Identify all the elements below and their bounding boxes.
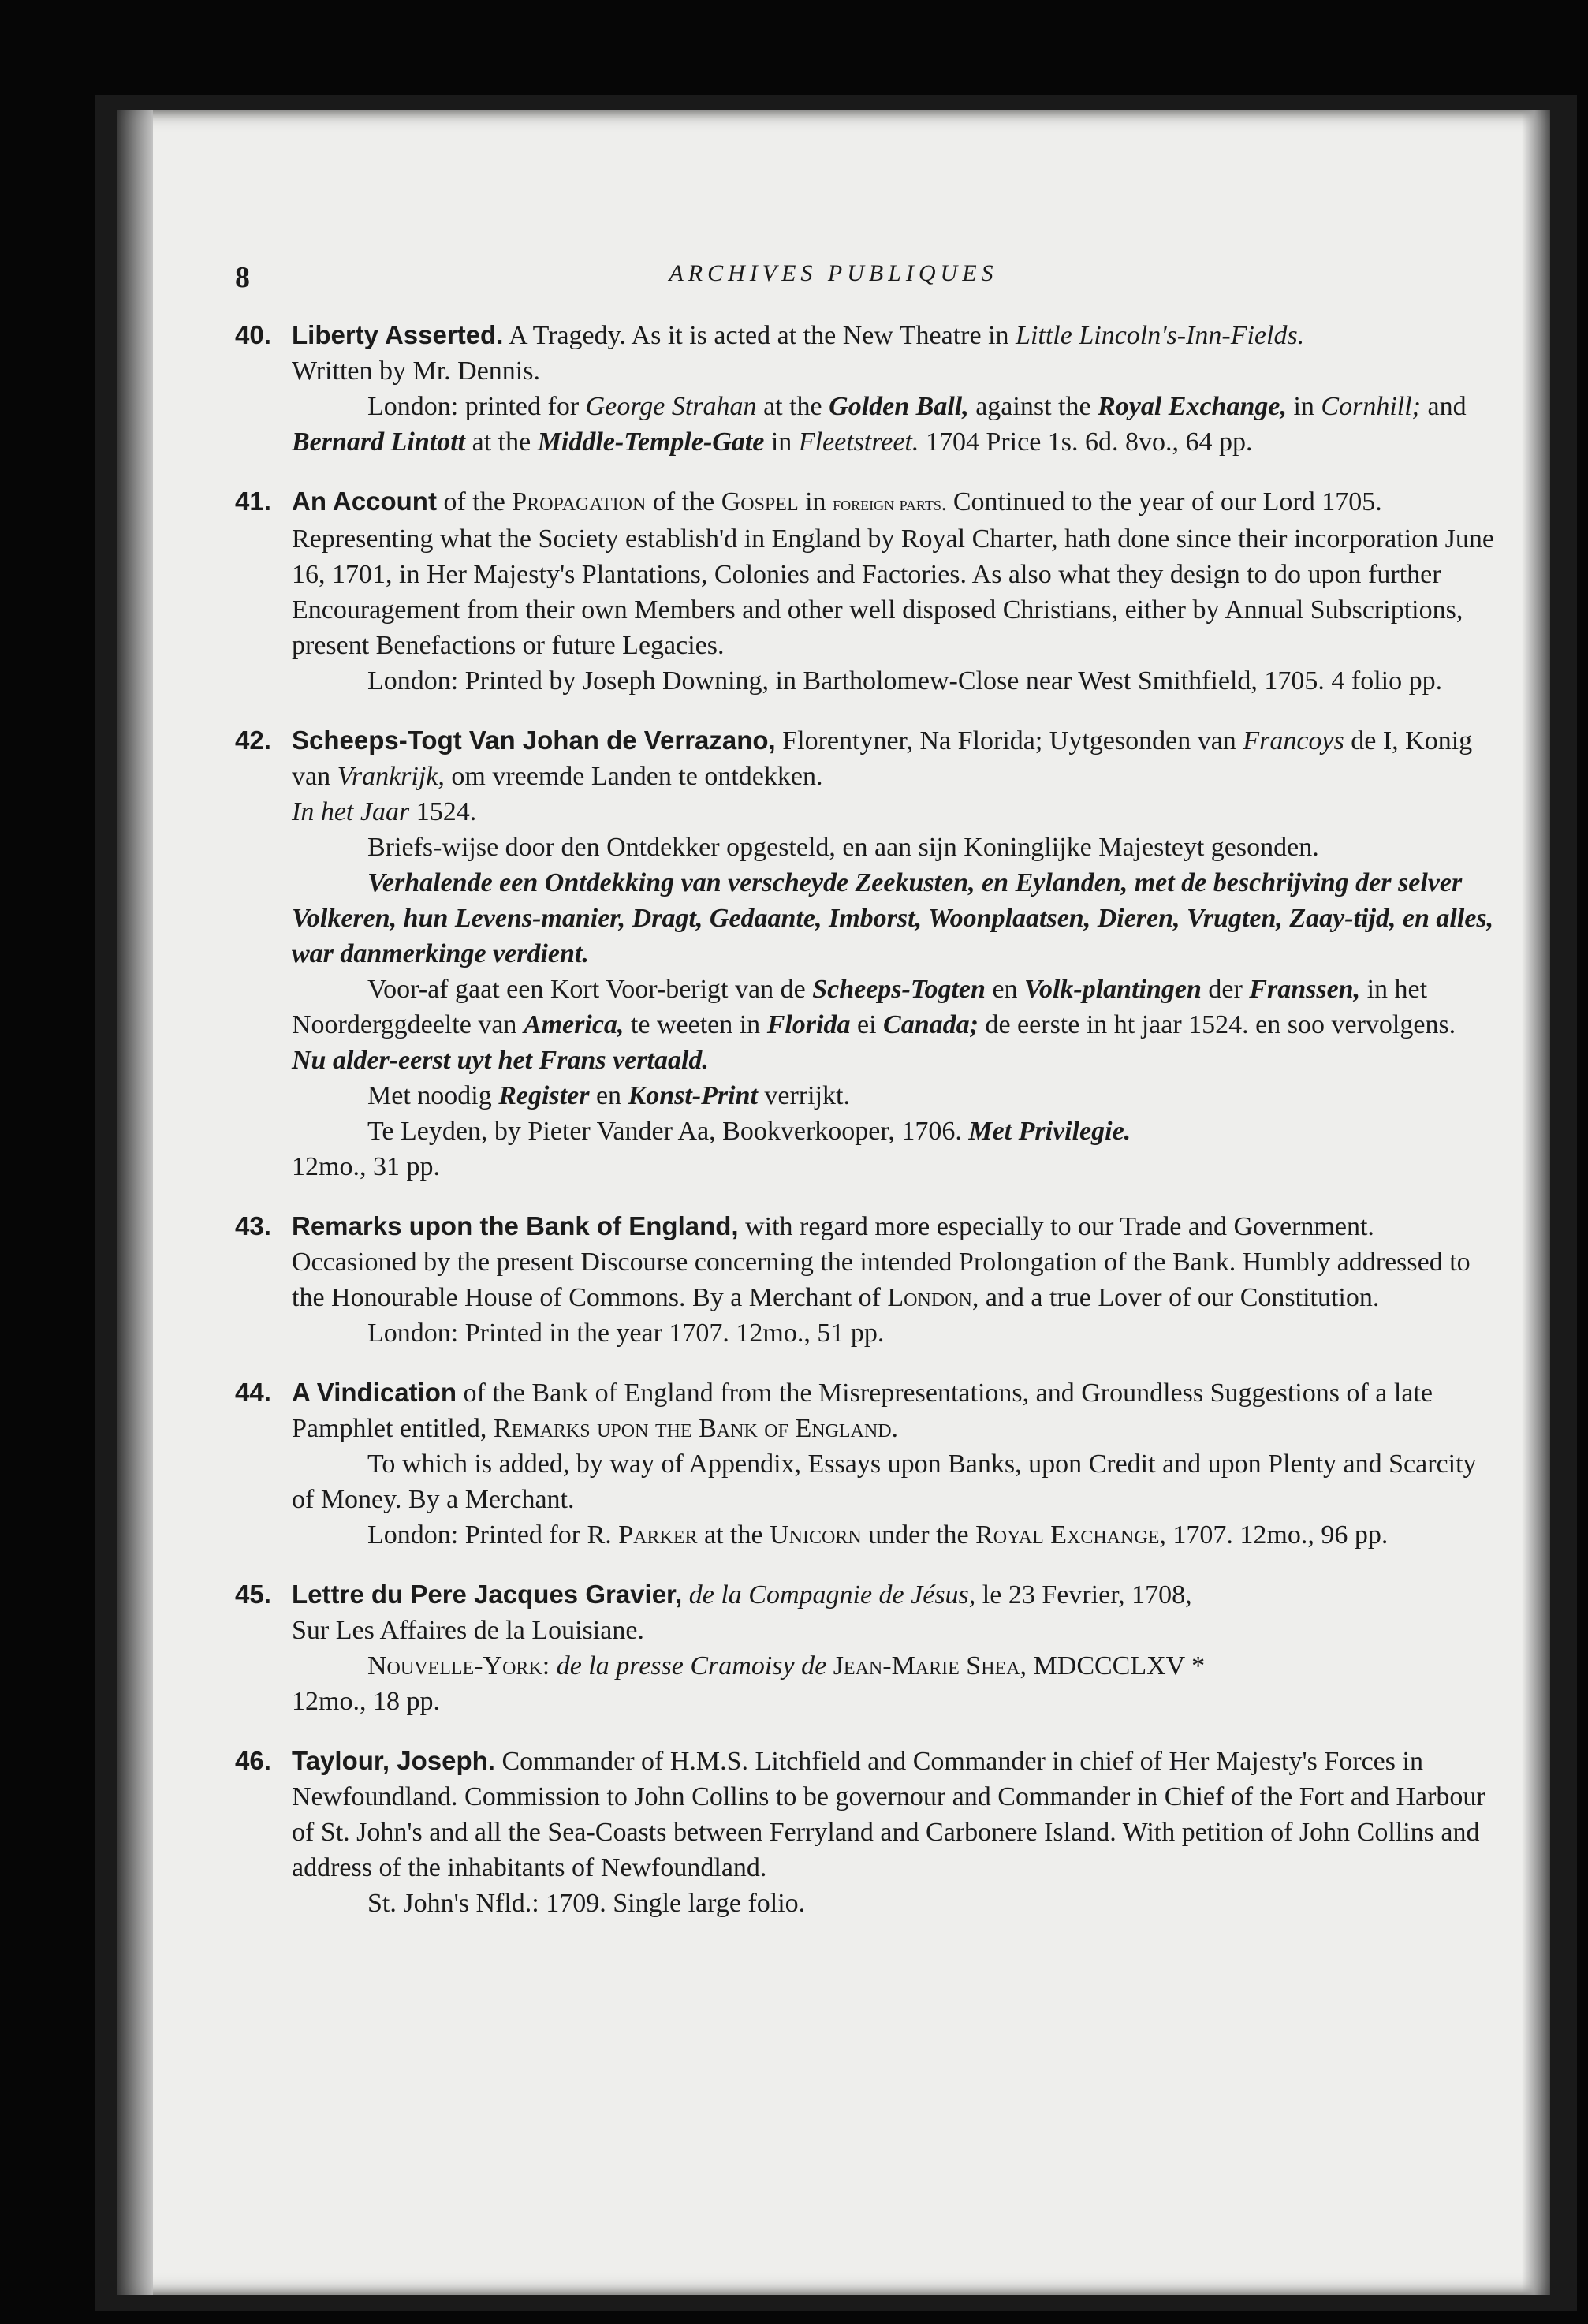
entry-text: te weeten in <box>624 1010 767 1039</box>
entry-text-italic: Franssen, <box>1249 975 1361 1004</box>
entry-text-italic: Register <box>498 1081 590 1110</box>
page-header <box>235 260 1432 300</box>
entry-collation: 12mo., 18 pp. <box>292 1687 440 1716</box>
entry-text-italic: Francoys <box>1243 726 1344 755</box>
imprint-text: and <box>1421 392 1467 421</box>
entry-text: in het Noorderggdeelte van <box>292 975 1428 1039</box>
entry-text-smallcaps: Royal Exchange, <box>975 1520 1166 1550</box>
page-number: 8 <box>235 261 250 294</box>
entry-text: Voor-af gaat een Kort Voor-berigt van de <box>367 975 813 1004</box>
entry-text-smallcaps: Propagation <box>512 487 647 517</box>
entry-imprint <box>235 1517 1504 1553</box>
imprint-italic: Royal Exchange, <box>1098 392 1287 421</box>
entry-paragraph: Briefs-wijse door den Ontdekker opgesteld, en aan sijn Koninglijke Majesteyt gesonden. <box>367 833 1319 862</box>
book-page <box>117 110 1550 2295</box>
entry-subtitle: Sur Les Affaires de la Louisiane. <box>292 1616 644 1645</box>
entry-text-smallcaps: R. Parker <box>587 1520 698 1550</box>
entry-heading <box>235 483 1504 663</box>
entry-title: Remarks upon the Bank of England, <box>292 1211 739 1240</box>
entry-author: Written by Mr. Dennis. <box>292 356 540 386</box>
entry-text: Met noodig <box>367 1081 499 1110</box>
entry-title: An Account <box>292 487 437 516</box>
entry-text-italic: Florida <box>766 1010 851 1039</box>
entry-text: of the Bank of England from the Misrepresentations, and Groundless Suggestions of a late Pamphlet entitled, <box>292 1378 1433 1443</box>
entry-imprint: London: Printed by Joseph Downing, in Bartholomew-Close near West Smithfield, 1705. 4 folio pp. <box>367 666 1443 696</box>
entry-text: of the <box>436 487 513 517</box>
entry-text: le 23 Fevrier, 1708, <box>975 1580 1192 1610</box>
entry-text-smallcaps: Remarks upon the Bank of England. <box>493 1414 899 1443</box>
entry-paragraph <box>235 1078 1504 1114</box>
entry-text <box>682 1580 689 1610</box>
entry-number: 42. <box>235 726 271 755</box>
entry-text: at the <box>697 1520 770 1550</box>
entry-text-italic: Verhalende een Ontdekking van verscheyde Zeekusten, en Eylanden, met de beschrijving der selver Volkeren, hun Levens-manier, Dragt, Gedaante, Imborst, Woonplaatsen, Dieren, Vrugten, Zaay-tijd, en alles, war danmerkinge verdient. <box>292 868 1494 968</box>
entry-46 <box>235 1743 1504 1921</box>
imprint-text: in <box>764 427 799 457</box>
running-head: ARCHIVES PUBLIQUES <box>669 260 998 286</box>
entry-text: 1707. 12mo., 96 pp. <box>1165 1520 1389 1550</box>
entry-heading <box>235 1208 1504 1315</box>
entry-text-smallcaps: London, <box>887 1283 979 1312</box>
entry-text-italic: Little Lincoln's-Inn-Fields. <box>1016 321 1305 350</box>
entry-collation: 12mo., 31 pp. <box>292 1152 440 1181</box>
entry-number: 45. <box>235 1580 271 1609</box>
imprint-italic: Golden Ball, <box>829 392 969 421</box>
entry-number: 41. <box>235 487 271 516</box>
entry-text: de eerste in ht jaar 1524. en soo vervolgens. <box>978 1010 1456 1039</box>
entry-text-smallcaps: Unicorn <box>770 1520 862 1550</box>
imprint-italic: Bernard Lintott <box>292 427 466 457</box>
entry-heading <box>235 1576 1504 1613</box>
entry-text: MDCCCLXV * <box>1027 1651 1206 1681</box>
entry-45 <box>235 1576 1504 1719</box>
entry-number: 43. <box>235 1211 271 1240</box>
entry-title: Taylour, Joseph. <box>292 1746 495 1775</box>
entry-text-italic: America, <box>523 1010 624 1039</box>
entry-text: 1524. <box>409 797 477 826</box>
entry-40 <box>235 317 1504 460</box>
entry-number: 40. <box>235 320 271 349</box>
entry-number: 44. <box>235 1378 271 1407</box>
entry-text-italic: de la Compagnie de Jésus, <box>688 1580 976 1610</box>
entry-text: en <box>985 975 1025 1004</box>
entry-text: ei <box>850 1010 884 1039</box>
entry-text-italic: Volk-plantingen <box>1024 975 1202 1004</box>
entry-paragraph: To which is added, by way of Appendix, Essays upon Banks, upon Credit and upon Plenty and Scarcity of Money. By a Merchant. <box>292 1449 1477 1514</box>
entry-text: London: Printed for <box>367 1520 587 1550</box>
page-gutter-shadow <box>117 110 153 2295</box>
entry-heading <box>235 1743 1504 1886</box>
entry-text: de I, Konig van <box>292 726 1473 791</box>
entry-title: Scheeps-Togt Van Johan de Verrazano, <box>292 726 776 755</box>
entry-title: Lettre du Pere Jacques Gravier, <box>292 1580 683 1609</box>
entry-heading <box>235 317 1504 353</box>
entry-imprint <box>235 1648 1504 1684</box>
imprint-text: at the <box>465 427 538 457</box>
imprint-italic: George Strahan <box>585 392 757 421</box>
entry-text-smallcaps: Jean-Marie Shea, <box>833 1651 1027 1681</box>
entry-imprint: London: Printed in the year 1707. 12mo., 51 pp. <box>367 1319 885 1348</box>
entry-number: 46. <box>235 1746 271 1775</box>
entry-heading <box>235 722 1504 794</box>
imprint-text: London: printed for <box>367 392 586 421</box>
imprint-text: at the <box>756 392 829 421</box>
entry-title: A Vindication <box>292 1378 457 1407</box>
entry-text <box>826 1651 833 1681</box>
entry-text-italic: Konst-Print <box>628 1081 758 1110</box>
imprint-text: 1704 Price 1s. 6d. 8vo., 64 pp. <box>919 427 1253 457</box>
entry-text-italic: Nu alder-eerst uyt het Frans vertaald. <box>292 1046 709 1075</box>
entry-imprint <box>235 389 1504 460</box>
entry-text: Florentyner, Na Florida; Uytgesonden van <box>775 726 1243 755</box>
entry-imprint: St. John's Nfld.: 1709. Single large folio. <box>367 1889 806 1918</box>
entry-text: en <box>589 1081 628 1110</box>
entry-text-smallcaps: Gospel <box>721 487 799 517</box>
imprint-text: against the <box>968 392 1098 421</box>
entry-heading <box>235 1375 1504 1446</box>
entry-imprint <box>235 1114 1504 1149</box>
entry-text: der <box>1201 975 1250 1004</box>
entry-paragraph <box>235 972 1504 1043</box>
bibliography-list <box>235 317 1504 1945</box>
entry-text: of the <box>646 487 721 517</box>
entry-text: verrijkt. <box>757 1081 850 1110</box>
entry-text-italic: Scheeps-Togten <box>812 975 986 1004</box>
entry-42 <box>235 722 1504 1184</box>
entry-text: Commander of H.M.S. Litchfield and Commander in chief of Her Majesty's Forces in Newfoundland. Commission to John Collins to be governour and Commander in Chief of the Fort and Harbour of St. John's and all the Sea-Coasts between Ferryland and Carbonere Island. With petition of John Collins and address of the inhabitants of Newfoundland. <box>292 1747 1485 1882</box>
entry-text: A Tragedy. As it is acted at the New Theatre in <box>503 321 1016 350</box>
imprint-text: in <box>1286 392 1321 421</box>
imprint-italic: Middle-Temple-Gate <box>537 427 765 457</box>
entry-text-smallcaps: foreign parts. <box>833 492 947 515</box>
entry-text: Continued to the year of our Lord 1705. Representing what the Society establish'd in England by Royal Charter, hath done since their incorporation June 16, 1701, in Her Majesty's Plantations, Colonies and Factories. As also what they design to do upon further Encouragement from their own Members and other well disposed Christians, either by Annual Subscriptions, present Benefactions or future Legacies. <box>292 487 1494 660</box>
entry-44 <box>235 1375 1504 1553</box>
entry-text: and a true Lover of our Constitution. <box>979 1283 1380 1312</box>
entry-translation-note <box>235 1043 1504 1078</box>
entry-text: with regard more especially to our Trade and Government. Occasioned by the present Discourse concerning the intended Prolongation of the Bank. Humbly addressed to the Honourable House of Commons. By a Merchant of <box>292 1212 1471 1312</box>
entry-date-line <box>235 794 1504 830</box>
entry-43 <box>235 1208 1504 1351</box>
entry-text-italic: In het Jaar <box>292 797 410 826</box>
entry-text-smallcaps: Nouvelle-York <box>367 1651 542 1681</box>
imprint-italic: Fleetstreet. <box>798 427 919 457</box>
entry-text: om vreemde Landen te ontdekken. <box>444 762 823 791</box>
imprint-italic: Cornhill; <box>1321 392 1421 421</box>
entry-text: : <box>542 1651 557 1681</box>
entry-paragraph <box>235 865 1504 972</box>
entry-text: Te Leyden, by Pieter Vander Aa, Bookverkooper, 1706. <box>367 1117 969 1146</box>
entry-text-italic: Canada; <box>883 1010 979 1039</box>
entry-text: under the <box>861 1520 976 1550</box>
page-edge-shadow <box>1522 110 1550 2295</box>
entry-text: in <box>798 487 833 517</box>
entry-text-italic: Vrankrijk, <box>337 762 445 791</box>
entry-title: Liberty Asserted. <box>292 320 504 349</box>
entry-text-italic: de la presse Cramoisy de <box>556 1651 827 1681</box>
entry-text-italic: Met Privilegie. <box>968 1117 1131 1146</box>
entry-41 <box>235 483 1504 699</box>
